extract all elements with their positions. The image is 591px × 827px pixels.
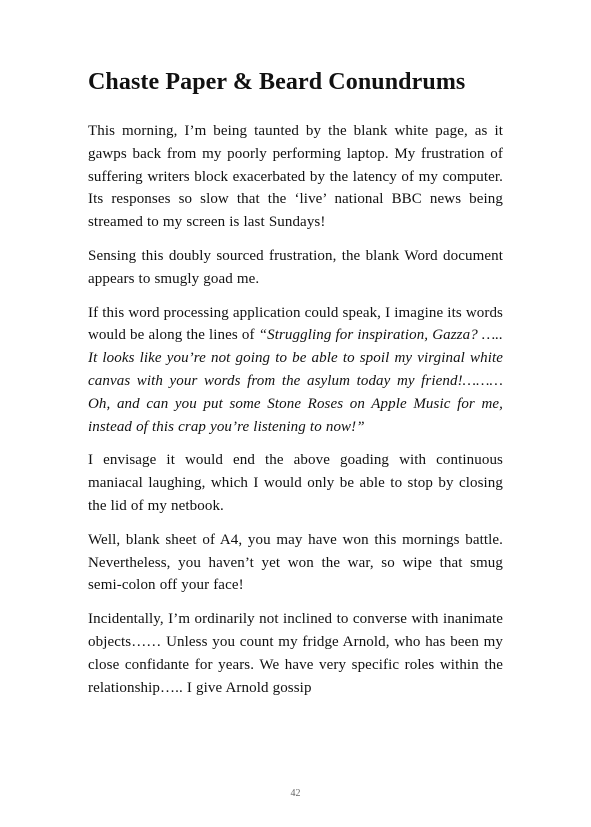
paragraph-3-quote: “Struggling for inspiration, Gazza? ….. It looks like you’re not going to be able to spoil my virginal white canvas with your words from the asylum today my friend!……… Oh, and can you put some Stone Roses on Apple Music for me, instead of this crap you’re listening to now!” xyxy=(88,327,503,435)
page-number: 42 xyxy=(290,788,301,799)
paragraph-6: Incidentally, I’m ordinarily not inclined to converse with inanimate objects…… Unless you count my fridge Arnold, who has been my close confidante for years. We have very specific roles within the relationship….. I give Arnold gossip xyxy=(88,611,503,696)
body-text xyxy=(88,120,503,710)
paragraph-2: Sensing this doubly sourced frustration, the blank Word document appears to smugly goad me. xyxy=(88,247,503,287)
page-title: Chaste Paper & Beard Conundrums xyxy=(88,69,466,95)
paragraph-5: Well, blank sheet of A4, you may have won this mornings battle. Nevertheless, you haven’t yet won the war, so wipe that smug semi-colon off your face! xyxy=(88,531,503,594)
paragraph-3-text: If this word processing application could speak, I imagine its words would be along the lines of xyxy=(88,304,503,344)
paragraph-4: I envisage it would end the above goading with continuous maniacal laughing, which I would only be able to stop by closing the lid of my netbook. xyxy=(88,452,503,514)
paragraph-3 xyxy=(88,302,503,439)
paragraph-1: This morning, I’m being taunted by the blank white page, as it gawps back from my poorly performing laptop. My frustration of suffering writers block exacerbated by the latency of my computer. Its responses so slow that the ‘live’ national BBC news being streamed to my screen is last Sundays! xyxy=(88,123,503,231)
